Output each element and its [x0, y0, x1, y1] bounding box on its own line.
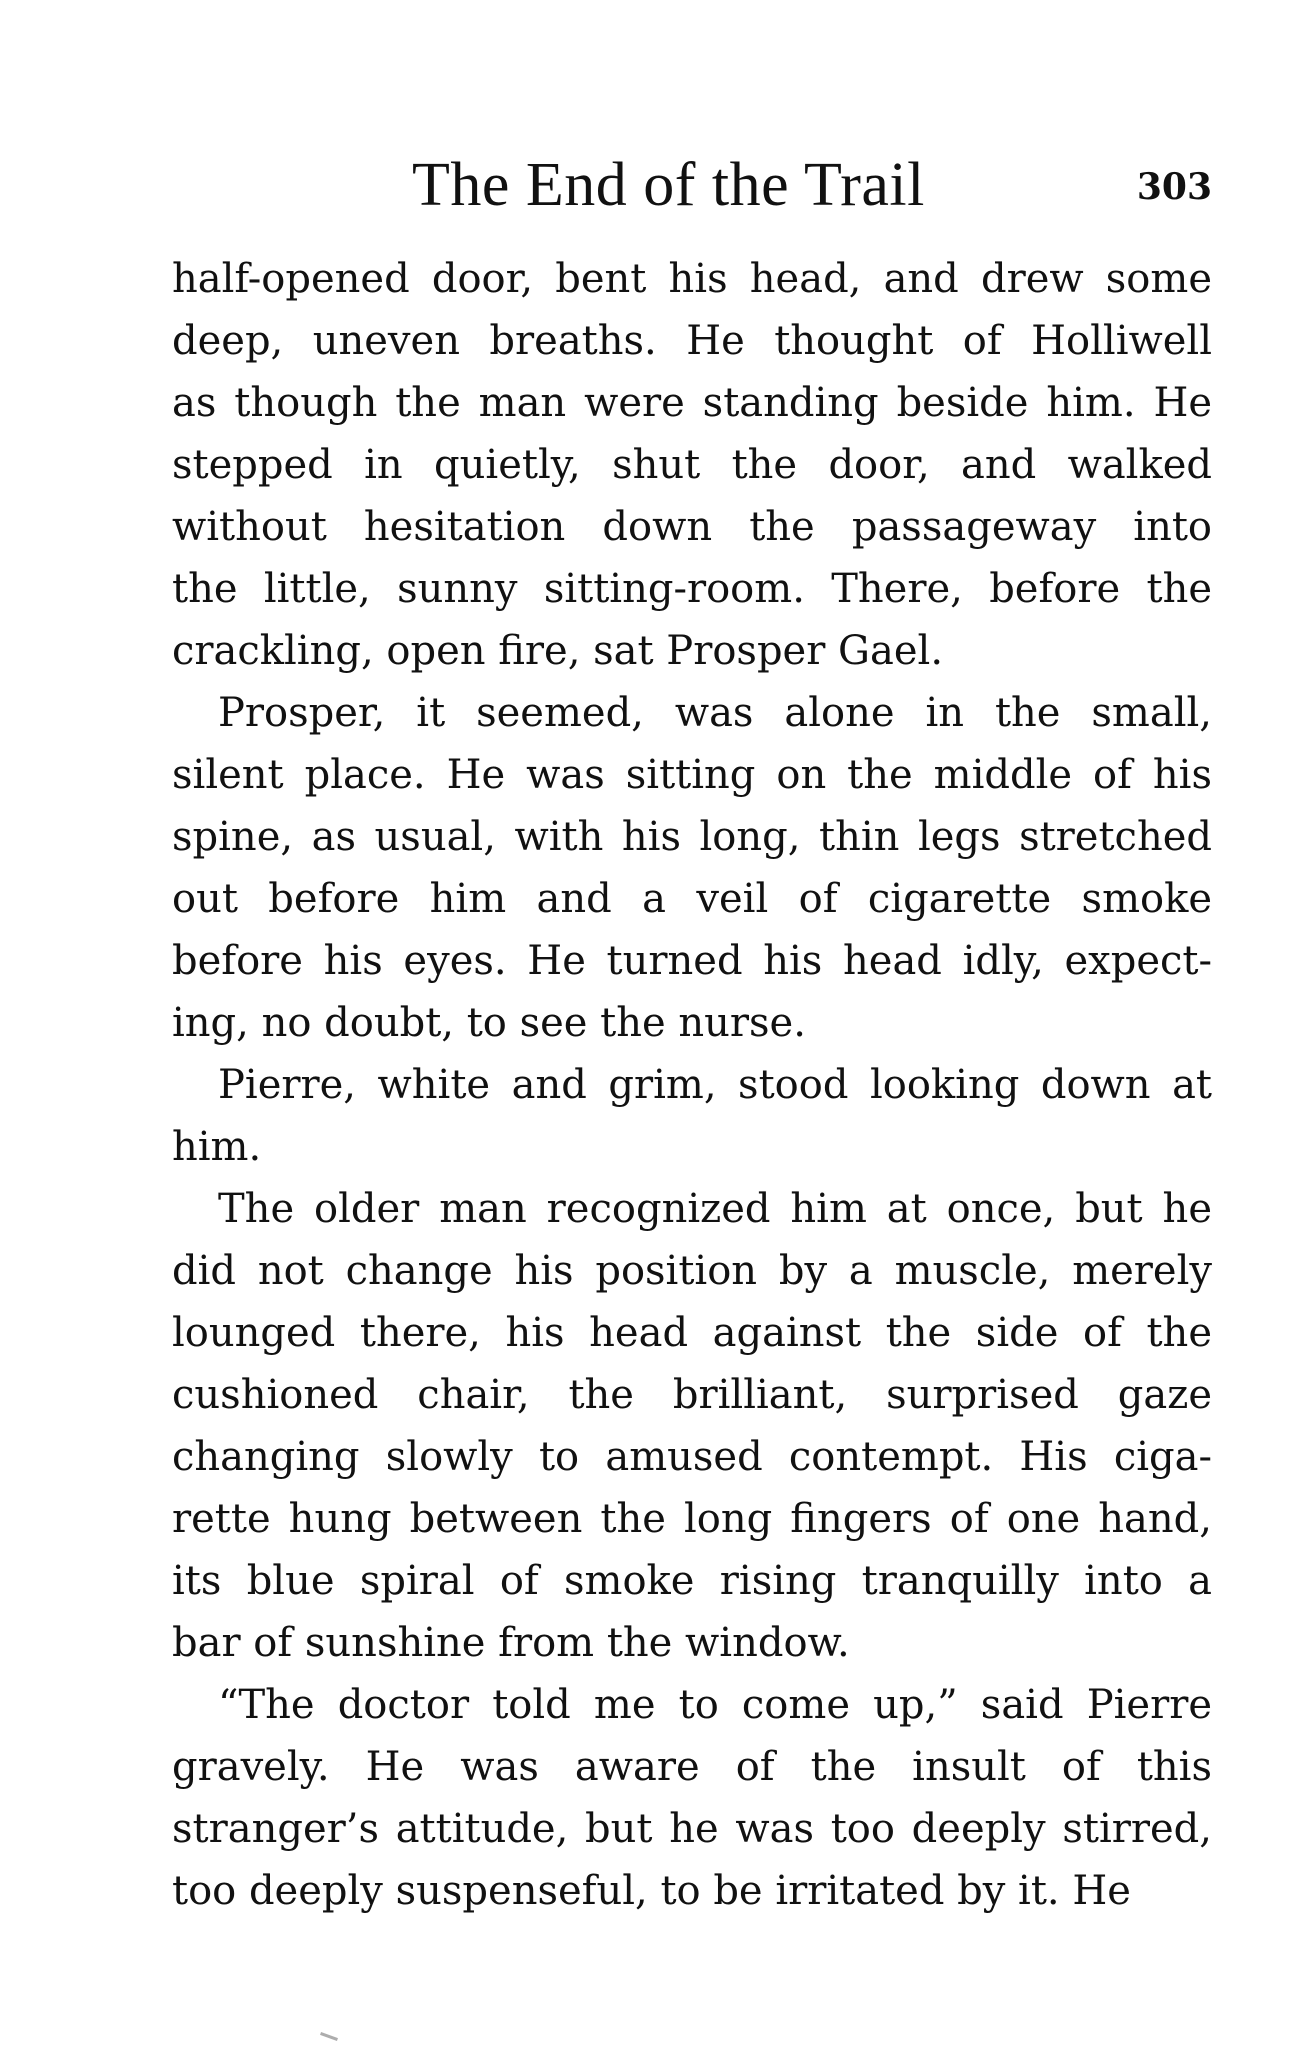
body-text [172, 248, 1212, 1922]
text-line: crackling, open fire, sat Prosper Gael. [172, 628, 944, 674]
text-line: out before him and a veil of cigarette smoke [172, 876, 1212, 922]
text-line: cushioned chair, the brilliant, surprised gaze [172, 1372, 1212, 1418]
text-line: him. [172, 1124, 262, 1170]
text-line: gravely. He was aware of the insult of this [172, 1744, 1212, 1790]
text-line: The older man recognized him at once, but he [218, 1186, 1212, 1232]
text-line: before his eyes. He turned his head idly, expect- [172, 938, 1212, 984]
paragraph [172, 248, 1212, 682]
running-title: The End of the Trail [412, 151, 925, 219]
text-line: deep, uneven breaths. He thought of Holliwell [172, 318, 1212, 364]
paragraph [172, 1178, 1212, 1674]
text-line: as though the man were standing beside him. He [172, 380, 1212, 426]
text-line: Pierre, white and grim, stood looking down at [218, 1062, 1212, 1108]
text-line: did not change his position by a muscle, merely [172, 1248, 1212, 1294]
text-line: stepped in quietly, shut the door, and walked [172, 442, 1212, 488]
paragraph [172, 1054, 1212, 1178]
text-line: lounged there, his head against the side of the [172, 1310, 1212, 1356]
text-line: without hesitation down the passageway into [172, 504, 1212, 550]
text-line: “The doctor told me to come up,” said Pierre [218, 1682, 1212, 1728]
text-line: changing slowly to amused contempt. His ciga- [172, 1434, 1212, 1480]
text-line: its blue spiral of smoke rising tranquilly into a [172, 1558, 1212, 1604]
text-line: stranger’s attitude, but he was too deeply stirred, [172, 1806, 1212, 1852]
page-number: 303 [1136, 166, 1212, 208]
running-head [172, 150, 1212, 220]
text-line: spine, as usual, with his long, thin legs stretched [172, 814, 1212, 860]
paragraph [172, 1674, 1212, 1922]
text-line: half-opened door, bent his head, and drew some [172, 256, 1212, 302]
text-line: rette hung between the long fingers of one hand, [172, 1496, 1212, 1542]
text-line: Prosper, it seemed, was alone in the small, [218, 690, 1212, 736]
paragraph [172, 682, 1212, 1054]
text-line: the little, sunny sitting-room. There, before the [172, 566, 1212, 612]
text-line: silent place. He was sitting on the middle of his [172, 752, 1212, 798]
text-line: bar of sunshine from the window. [172, 1620, 850, 1666]
print-speck [320, 2032, 338, 2041]
text-line: too deeply suspenseful, to be irritated by it. He [172, 1868, 1131, 1914]
text-line: ing, no doubt, to see the nurse. [172, 1000, 806, 1046]
